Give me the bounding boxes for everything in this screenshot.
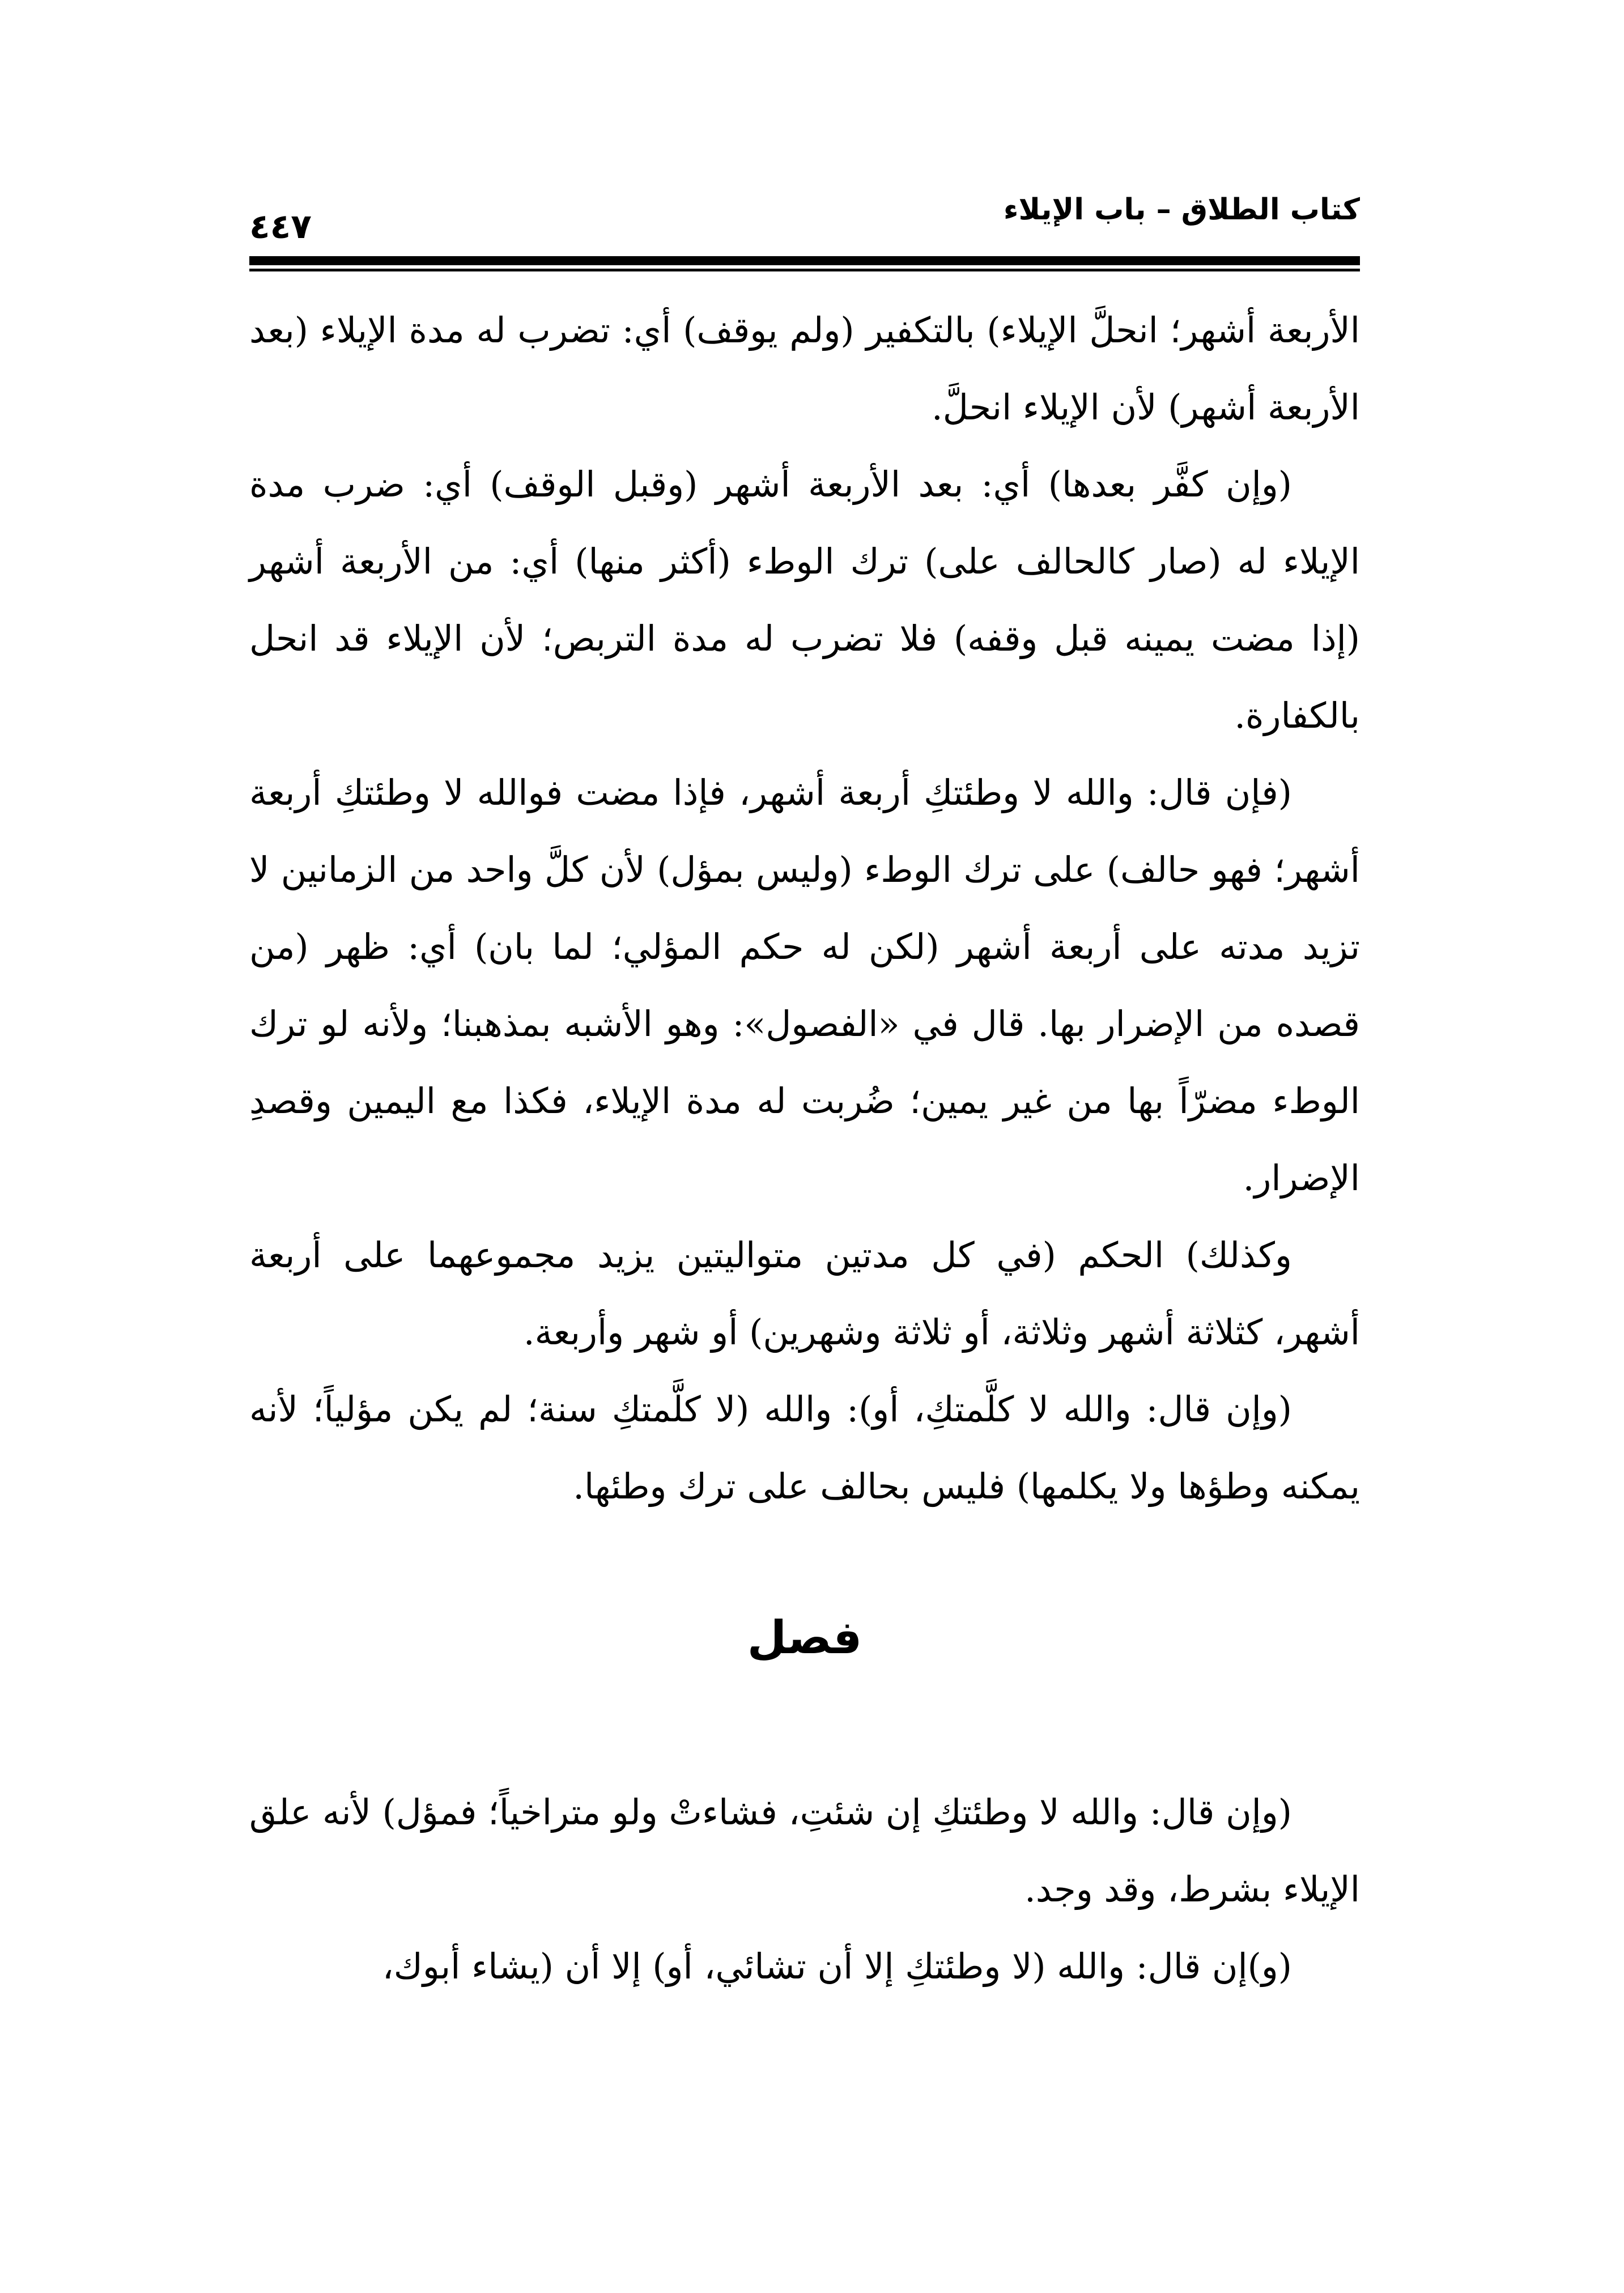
- section-text: [249, 1774, 1360, 2005]
- page-header: [249, 187, 1360, 249]
- page-number: ٤٤٧: [249, 207, 312, 247]
- paragraph: (وإن كفَّر بعدها) أي: بعد الأربعة أشهر (وقبل الوقف) أي: ضرب مدة الإيلاء له (صار كالحالف على) ترك الوطء (أكثر منها) أي: من الأربعة أشهر (إذا مضت يمينه قبل وقفه) فلا تضرب له مدة التربص؛ لأن الإيلاء قد انحل بالكفارة.: [249, 464, 1360, 736]
- section-heading: فصل: [747, 1611, 862, 1664]
- paragraph: وكذلك) الحكم (في كل مدتين متواليتين يزيد مجموعهما على أربعة أشهر، كثلاثة أشهر وثلاثة، أو ثلاثة وشهرين) أو شهر وأربعة.: [249, 1234, 1360, 1353]
- main-text: [249, 292, 1360, 1525]
- paragraph: (وإن قال: والله لا كلَّمتكِ، أو): والله (لا كلَّمتكِ سنة؛ لم يكن مؤلياً؛ لأنه يمكنه وطؤها ولا يكلمها) فليس بحالف على ترك وطئها.: [249, 1388, 1360, 1507]
- paragraph: (فإن قال: والله لا وطئتكِ أربعة أشهر، فإذا مضت فوالله لا وطئتكِ أربعة أشهر؛ فهو حالف) على ترك الوطء (وليس بمؤل) لأن كلَّ واحد من الزمانين لا تزيد مدته على أربعة أشهر (لكن له حكم المؤلي؛ لما بان) أي: ظهر (من قصده من الإضرار بها. قال في «الفصول»: وهو الأشبه بمذهبنا؛ ولأنه لو ترك الوطء مضرّاً بها من غير يمين؛ ضُربت له مدة الإيلاء، فكذا مع اليمين وقصدِ الإضرار.: [249, 772, 1360, 1199]
- paragraph: (وإن قال: والله لا وطئتكِ إن شئتِ، فشاءتْ ولو متراخياً؛ فمؤل) لأنه علق الإيلاء بشرط، وقد وجد.: [249, 1791, 1360, 1910]
- header-rule-thin: [249, 269, 1360, 271]
- header-rule-thick: [249, 256, 1360, 265]
- paragraph: الأربعة أشهر؛ انحلَّ الإيلاء) بالتكفير (ولم يوقف) أي: تضرب له مدة الإيلاء (بعد الأربعة أشهر) لأن الإيلاء انحلَّ.: [249, 309, 1360, 428]
- paragraph: (و)إن قال: والله (لا وطئتكِ إلا أن تشائي، أو) إلا أن (يشاء أبوك،: [382, 1946, 1292, 1987]
- running-title: كتاب الطلاق – باب الإيلاء: [1003, 193, 1360, 227]
